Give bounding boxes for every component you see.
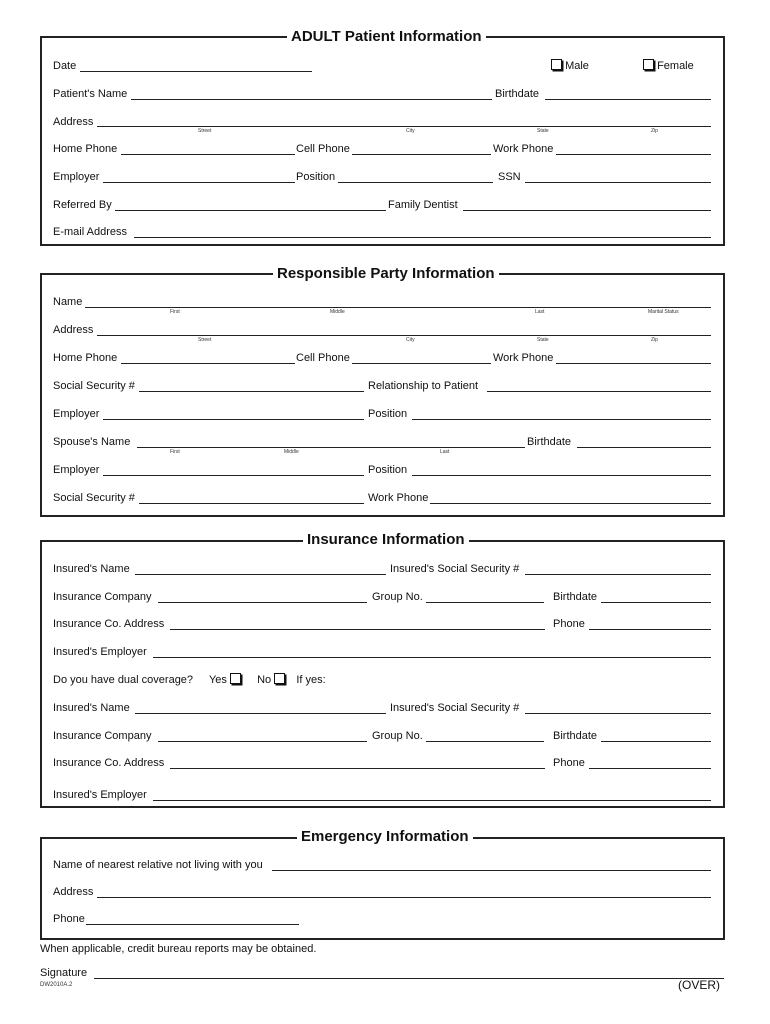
address-label: Address xyxy=(53,116,94,128)
adult-patient-section xyxy=(40,36,725,246)
spouse-ssn-label: Social Security # xyxy=(53,492,135,504)
relative-field[interactable] xyxy=(272,870,711,871)
male-label: Male xyxy=(565,60,589,72)
state-caption: State xyxy=(537,128,549,134)
group-no-2-label: Group No. xyxy=(372,730,423,742)
email-label: E-mail Address xyxy=(53,226,127,238)
insurance-section-title: Insurance Information xyxy=(303,531,469,549)
ins-birthdate-label: Birthdate xyxy=(553,591,598,603)
home-phone-field[interactable] xyxy=(121,154,295,155)
ins-birthdate-2-field[interactable] xyxy=(601,741,711,742)
male-checkbox[interactable] xyxy=(551,59,562,70)
spouse-first-caption: First xyxy=(170,449,180,455)
insured-ssn-2-label: Insured's Social Security # xyxy=(390,702,520,714)
spouse-employer-field[interactable] xyxy=(103,475,364,476)
cell-phone-label: Cell Phone xyxy=(296,143,350,155)
work-phone-field[interactable] xyxy=(556,154,711,155)
ins-co-address-field[interactable] xyxy=(170,629,545,630)
ins-co-address-label: Insurance Co. Address xyxy=(53,618,165,630)
rp-street-caption: Street xyxy=(198,337,212,343)
employer-field[interactable] xyxy=(103,182,295,183)
dual-yes-label: Yes xyxy=(208,674,227,686)
city-caption: City xyxy=(406,128,415,134)
rp-work-phone-field[interactable] xyxy=(556,363,711,364)
adult-section-title: ADULT Patient Information xyxy=(287,28,486,46)
employer-label: Employer xyxy=(53,171,100,183)
responsible-section-title: Responsible Party Information xyxy=(273,265,499,283)
female-option[interactable] xyxy=(643,59,694,73)
rp-name-label: Name xyxy=(53,296,83,308)
insured-employer-label: Insured's Employer xyxy=(53,646,147,658)
rp-cell-phone-label: Cell Phone xyxy=(296,352,350,364)
signature-label: Signature xyxy=(40,967,88,979)
referred-by-field[interactable] xyxy=(115,210,386,211)
insured-name-2-field[interactable] xyxy=(135,713,386,714)
dual-no-label: No xyxy=(257,674,272,686)
insured-name-2-label: Insured's Name xyxy=(53,702,130,714)
rp-employer-label: Employer xyxy=(53,408,100,420)
group-no-field[interactable] xyxy=(426,602,544,603)
rp-relationship-field[interactable] xyxy=(487,391,711,392)
date-label: Date xyxy=(53,60,77,72)
rp-position-field[interactable] xyxy=(412,419,711,420)
dual-coverage-question: Do you have dual coverage? xyxy=(53,674,194,686)
rp-position-label: Position xyxy=(368,408,408,420)
insured-ssn-2-field[interactable] xyxy=(525,713,711,714)
insured-name-field[interactable] xyxy=(135,574,386,575)
insured-employer-2-field[interactable] xyxy=(153,800,711,801)
address-field[interactable] xyxy=(97,126,711,127)
date-field[interactable] xyxy=(80,71,312,72)
insured-employer-2-label: Insured's Employer xyxy=(53,789,147,801)
em-phone-field[interactable] xyxy=(86,924,299,925)
spouse-birthdate-field[interactable] xyxy=(577,447,711,448)
rp-employer-field[interactable] xyxy=(103,419,364,420)
ssn-field[interactable] xyxy=(525,182,711,183)
if-yes-label: If yes: xyxy=(296,674,326,686)
rp-city-caption: City xyxy=(406,337,415,343)
rp-ssn-label: Social Security # xyxy=(53,380,135,392)
emergency-section-title: Emergency Information xyxy=(297,828,473,846)
spouse-work-phone-label: Work Phone xyxy=(368,492,429,504)
signature-field[interactable] xyxy=(94,978,724,979)
referred-by-label: Referred By xyxy=(53,199,112,211)
position-field[interactable] xyxy=(338,182,493,183)
ins-birthdate-field[interactable] xyxy=(601,602,711,603)
insured-ssn-label: Insured's Social Security # xyxy=(390,563,520,575)
dual-no-checkbox[interactable] xyxy=(274,673,285,684)
ssn-label: SSN xyxy=(498,171,521,183)
spouse-employer-label: Employer xyxy=(53,464,100,476)
rp-home-phone-field[interactable] xyxy=(121,363,295,364)
insurance-company-field[interactable] xyxy=(158,602,367,603)
credit-bureau-note: When applicable, credit bureau reports may be obtained. xyxy=(40,943,317,955)
group-no-2-field[interactable] xyxy=(426,741,544,742)
relative-label: Name of nearest relative not living with you xyxy=(53,859,263,871)
ins-phone-field[interactable] xyxy=(589,629,711,630)
birthdate-field[interactable] xyxy=(545,99,711,100)
rp-address-label: Address xyxy=(53,324,94,336)
rp-last-caption: Last xyxy=(535,309,545,315)
form-code: DW2010A.2 xyxy=(40,982,73,988)
em-address-field[interactable] xyxy=(97,897,711,898)
position-label: Position xyxy=(296,171,336,183)
spouse-position-field[interactable] xyxy=(412,475,711,476)
rp-relationship-label: Relationship to Patient xyxy=(368,380,479,392)
home-phone-label: Home Phone xyxy=(53,143,118,155)
rp-marital-caption: Marital Status xyxy=(648,309,679,315)
insured-ssn-field[interactable] xyxy=(525,574,711,575)
em-address-label: Address xyxy=(53,886,94,898)
insurance-company-2-field[interactable] xyxy=(158,741,367,742)
insurance-company-label: Insurance Company xyxy=(53,591,152,603)
spouse-name-label: Spouse's Name xyxy=(53,436,131,448)
cell-phone-field[interactable] xyxy=(352,154,491,155)
ins-birthdate-2-label: Birthdate xyxy=(553,730,598,742)
dual-coverage-row xyxy=(53,673,326,687)
over-label: (OVER) xyxy=(678,978,720,992)
responsible-party-section xyxy=(40,273,725,517)
insured-name-label: Insured's Name xyxy=(53,563,130,575)
spouse-name-field[interactable] xyxy=(137,447,525,448)
ins-co-address-2-label: Insurance Co. Address xyxy=(53,757,165,769)
work-phone-label: Work Phone xyxy=(493,143,554,155)
insurance-company-2-label: Insurance Company xyxy=(53,730,152,742)
family-dentist-field[interactable] xyxy=(463,210,711,211)
rp-address-field[interactable] xyxy=(97,335,711,336)
family-dentist-label: Family Dentist xyxy=(388,199,458,211)
rp-name-field[interactable] xyxy=(85,307,711,308)
rp-cell-phone-field[interactable] xyxy=(352,363,491,364)
rp-middle-caption: Middle xyxy=(330,309,345,315)
spouse-last-caption: Last xyxy=(440,449,450,455)
male-option[interactable] xyxy=(551,59,589,73)
email-field[interactable] xyxy=(134,237,711,238)
insured-employer-field[interactable] xyxy=(153,657,711,658)
street-caption: Street xyxy=(198,128,212,134)
patient-name-field[interactable] xyxy=(131,99,492,100)
birthdate-label: Birthdate xyxy=(495,88,540,100)
group-no-label: Group No. xyxy=(372,591,423,603)
rp-work-phone-label: Work Phone xyxy=(493,352,554,364)
ins-phone-label: Phone xyxy=(553,618,585,630)
spouse-ssn-field[interactable] xyxy=(139,503,364,504)
female-label: Female xyxy=(657,60,694,72)
rp-ssn-field[interactable] xyxy=(139,391,364,392)
rp-zip-caption: Zip xyxy=(651,337,658,343)
spouse-birthdate-label: Birthdate xyxy=(527,436,572,448)
patient-name-label: Patient's Name xyxy=(53,88,128,100)
ins-phone-2-label: Phone xyxy=(553,757,585,769)
ins-phone-2-field[interactable] xyxy=(589,768,711,769)
rp-first-caption: First xyxy=(170,309,180,315)
spouse-position-label: Position xyxy=(368,464,408,476)
ins-co-address-2-field[interactable] xyxy=(170,768,545,769)
em-phone-label: Phone xyxy=(53,913,85,925)
female-checkbox[interactable] xyxy=(643,59,654,70)
rp-home-phone-label: Home Phone xyxy=(53,352,118,364)
rp-state-caption: State xyxy=(537,337,549,343)
spouse-middle-caption: Middle xyxy=(284,449,299,455)
zip-caption: Zip xyxy=(651,128,658,134)
spouse-work-phone-field[interactable] xyxy=(430,503,711,504)
dual-yes-checkbox[interactable] xyxy=(230,673,241,684)
